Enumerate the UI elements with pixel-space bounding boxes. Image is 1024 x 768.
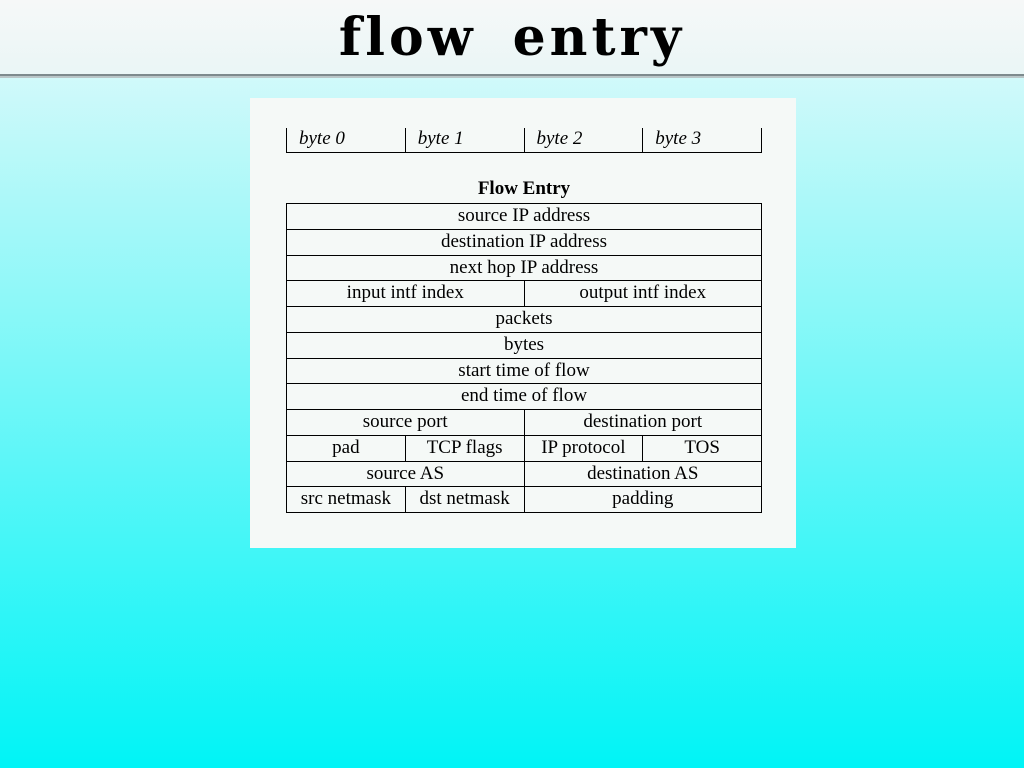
field-cell: destination port	[525, 410, 763, 435]
byte-label: byte 1	[405, 128, 524, 152]
table-row	[287, 307, 762, 333]
byte-header-row	[286, 128, 762, 153]
table-row	[287, 204, 762, 230]
field-cell: packets	[287, 307, 762, 332]
field-cell: source IP address	[287, 204, 762, 229]
field-cell: TCP flags	[406, 436, 525, 461]
byte-label: byte 2	[524, 128, 643, 152]
field-cell: next hop IP address	[287, 256, 762, 281]
table-row	[287, 410, 762, 436]
title-bar	[0, 0, 1024, 76]
field-cell: TOS	[643, 436, 762, 461]
field-cell: destination AS	[525, 462, 763, 487]
table-row	[287, 384, 762, 410]
slide-title: flow entry	[338, 7, 686, 68]
field-cell: bytes	[287, 333, 762, 358]
table-row	[287, 281, 762, 307]
table-row	[287, 256, 762, 282]
flow-entry-table	[286, 203, 762, 513]
field-cell: IP protocol	[525, 436, 644, 461]
field-cell: pad	[287, 436, 406, 461]
byte-label: byte 3	[642, 128, 762, 152]
table-row	[287, 436, 762, 462]
field-cell: dst netmask	[406, 487, 525, 512]
field-cell: input intf index	[287, 281, 525, 306]
diagram-title: Flow Entry	[477, 178, 571, 199]
field-cell: destination IP address	[287, 230, 762, 255]
table-row	[287, 333, 762, 359]
table-row	[287, 487, 762, 513]
field-cell: start time of flow	[287, 359, 762, 384]
field-cell: output intf index	[525, 281, 763, 306]
field-cell: end time of flow	[287, 384, 762, 409]
table-row	[287, 462, 762, 488]
byte-label: byte 0	[286, 128, 405, 152]
field-cell: source port	[287, 410, 525, 435]
field-cell: source AS	[287, 462, 525, 487]
table-row	[287, 230, 762, 256]
field-cell: src netmask	[287, 487, 406, 512]
field-cell: padding	[525, 487, 763, 512]
diagram-panel	[250, 98, 796, 548]
table-row	[287, 359, 762, 385]
